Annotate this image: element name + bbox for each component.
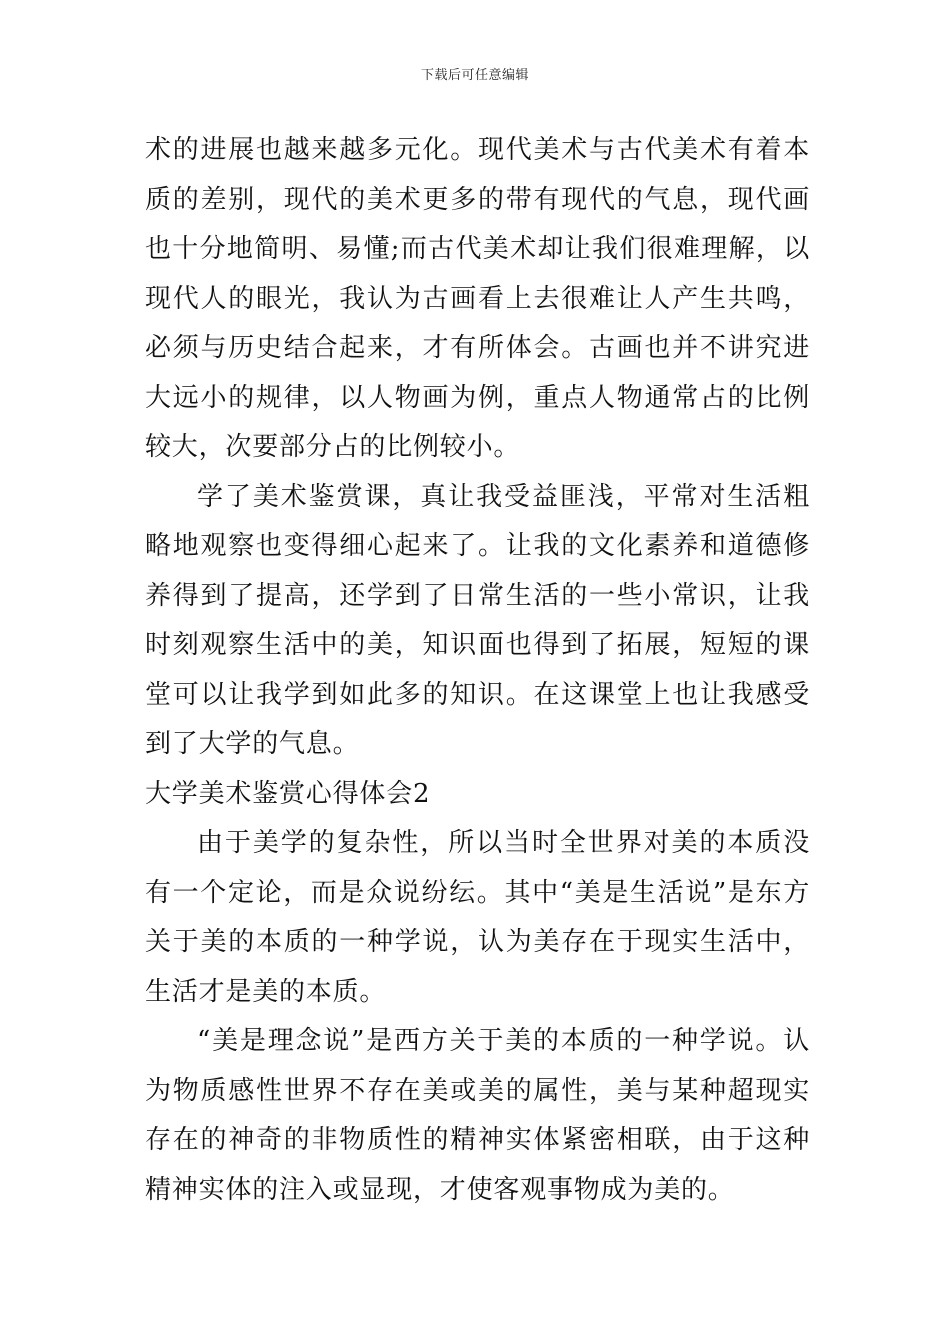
paragraph-beauty-life-theory: 由于美学的复杂性，所以当时全世界对美的本质没有一个定论，而是众说纷纭。其中“美是生活说”是东方关于美的本质的一种学说，认为美存在于现实生活中，生活才是美的本质。 — [145, 828, 810, 1007]
paragraph-appreciation-course: 学了美术鉴赏课，真让我受益匪浅，平常对生活粗略地观察也变得细心起来了。让我的文化素养和道德修养得到了提高，还学到了日常生活的一些小常识，让我时刻观察生活中的美，知识面也得到了拓展，短短的课堂可以让我学到如此多的知识。在这课堂上也让我感受到了大学的气息。 — [145, 481, 810, 759]
paragraph-continuation: 术的进展也越来越多元化。现代美术与古代美术有着本质的差别，现代的美术更多的带有现代的气息，现代画也十分地简明、易懂;而古代美术却让我们很难理解，以现代人的眼光，我认为古画看上去很难让人产生共鸣，必须与历史结合起来，才有所体会。古画也并不讲究进大远小的规律，以人物画为例，重点人物通常占的比例较大，次要部分占的比例较小。 — [145, 135, 810, 462]
paragraph-beauty-idea-theory: “美是理念说”是西方关于美的本质的一种学说。认为物质感性世界不存在美或美的属性，美与某种超现实存在的神奇的非物质性的精神实体紧密相联，由于这种精神实体的注入或显现，才使客观事物成为美的。 — [145, 1026, 810, 1205]
page-header-note: 下载后可任意编辑 — [420, 68, 529, 83]
section-heading: 大学美术鉴赏心得体会2 — [145, 778, 431, 809]
document-body — [145, 126, 810, 1215]
